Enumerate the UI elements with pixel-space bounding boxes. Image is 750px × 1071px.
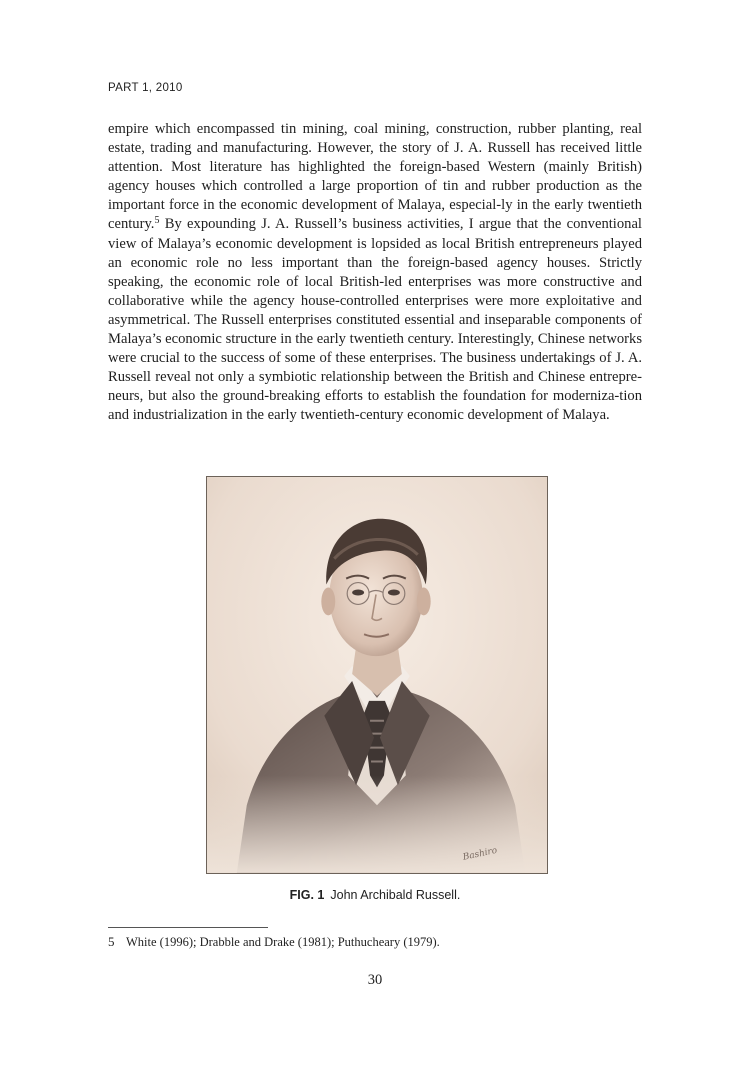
text-line: structure in the early twentieth century. Interestingly, Chinese networks were crucial [108,331,642,367]
text-line: empire which encompassed tin mining, coal mining, construction, rubber planting, [108,121,614,137]
text-line: By expounding J. A. Russell’s business activities, I [159,216,474,233]
text-line: controlled enterprises were more exploitative and asymmetrical. The Russell [108,292,642,328]
text-line: tion and industrialization in the early twentieth-century economic development of [108,388,642,424]
footnote-reference: 5 [154,215,160,227]
body-paragraph [108,120,642,426]
footnote-number: 5 [108,934,115,949]
footnote-divider [108,927,268,928]
text-line: to the success of some of these enterprises. The business undertakings of J. A. Russell [108,350,643,386]
footnote-text: White (1996); Drabble and Drake (1981); Puthucheary (1979). [126,935,440,949]
text-line: received little attention. Most literature has highlighted the foreign-based Western [108,140,642,176]
footnote [108,934,440,950]
portrait-photo [206,476,548,874]
text-line: foreign-based agency houses. Strictly speaking, the economic role of local British-led [108,254,642,290]
text-line: (mainly British) agency houses which controlled a large proportion of tin and rubber [108,159,642,195]
text-line: argue that the conventional view of Malaya’s economic development is lopsided as [108,216,642,252]
running-head: PART 1, 2010 [108,82,183,94]
text-line: enterprises was more constructive and collaborative while the agency house- [108,273,643,309]
figure-caption-text: John Archibald Russell. [330,888,461,902]
text-line: real estate, trading and manufacturing. However, the story of J. A. Russell has [108,121,642,157]
text-line: local British entrepreneurs played an economic role no less important than the [108,235,642,271]
artist-signature: Bashiro [462,845,499,863]
page-number: 30 [367,972,383,988]
text-line: production as the important force in the economic development of Malaya, especial- [108,178,642,214]
text-line: ly in the early twentieth century. [108,197,642,233]
figure-caption [0,888,750,902]
text-line: enterprises constituted essential and inseparable components of Malaya’s economic [108,311,642,348]
text-line: neurs, but also the ground-breaking efforts to establish the foundation for moderniza- [108,388,620,405]
text-line: Malaya. [562,407,610,424]
portrait-illustration [207,477,547,873]
text-line: reveal not only a symbiotic relationship between the British and Chinese entrepre- [155,369,642,386]
figure-label: FIG. 1 [289,888,325,902]
